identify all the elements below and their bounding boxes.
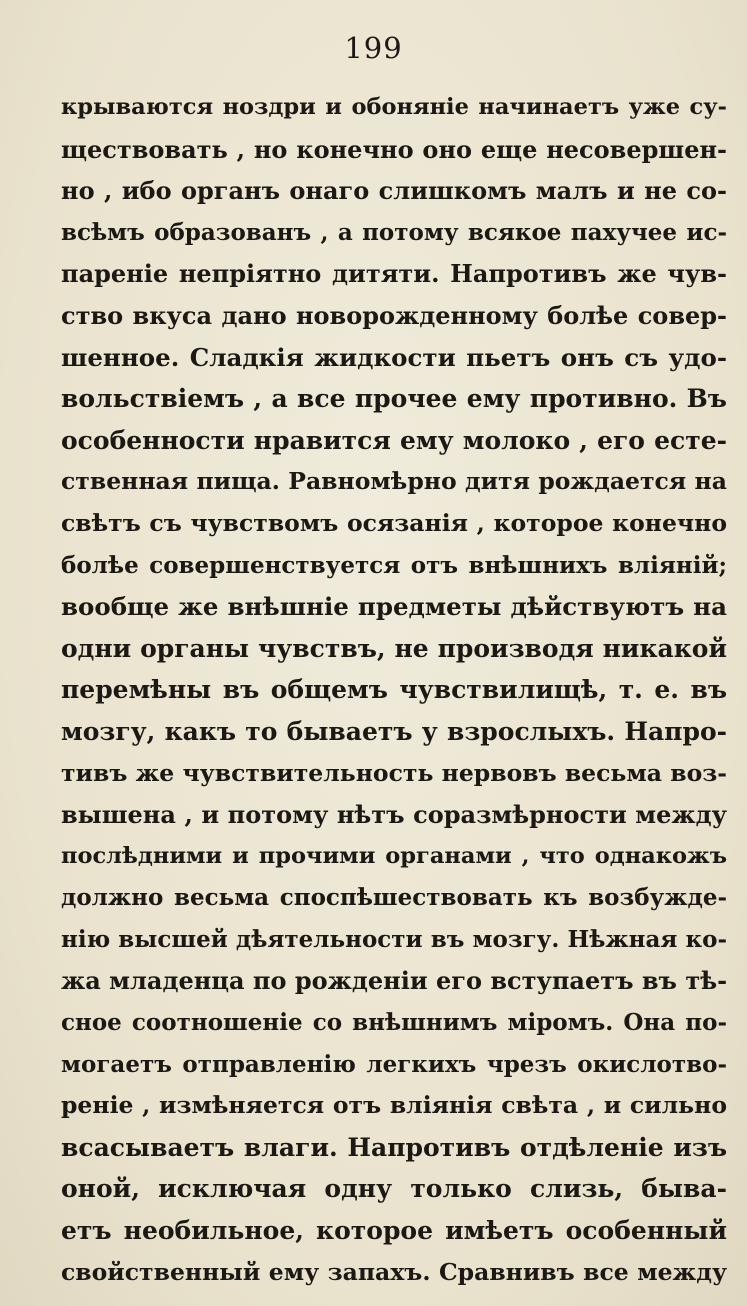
text-line: етъ необильное, которое имѣетъ особенный [61, 1216, 727, 1246]
text-line: мозгу, какъ то бываетъ у взрослыхъ. Напро- [61, 716, 727, 746]
text-line: сное соотношеніе со внѣшнимъ міромъ. Она по- [61, 1009, 727, 1037]
text-line: ство вкуса дано новорожденному болѣе совер- [61, 300, 727, 330]
page-number: 199 [344, 31, 403, 65]
text-line: могаетъ отправленію легкихъ чрезъ окислотво- [61, 1050, 727, 1078]
text-line: свѣтъ съ чувствомъ осязанія , которое конечно [61, 508, 727, 537]
text-line: но , ибо органъ онаго слишкомъ малъ и не со- [61, 176, 727, 206]
body-text [61, 87, 727, 1293]
text-line: вольствіемъ , а все прочее ему противно. Въ [61, 384, 727, 414]
text-line: нію высшей дѣятельности въ мозгу. Нѣжная ко- [61, 925, 727, 953]
text-line: всѣмъ образованъ , а потому всякое пахучее ис- [61, 218, 727, 246]
text-line: жа младенца по рожденіи его вступаетъ въ тѣ- [61, 966, 727, 996]
text-line: одни органы чувствъ, не производя никакой [61, 633, 727, 663]
text-line: ственная пища. Равномѣрно дитя рождается на [61, 467, 727, 496]
text-line: должно весьма споспѣшествовать къ возбужде- [61, 884, 727, 912]
text-line: оной, исключая одну только слизь, быва- [61, 1174, 727, 1204]
text-line: вышена , и потому нѣтъ соразмѣрности между [61, 800, 727, 830]
text-line: особенности нравится ему молоко , его есте- [61, 425, 727, 455]
text-line: болѣе совершенствуется отъ внѣшнихъ вліяній; [61, 551, 727, 579]
text-line: послѣдними и прочими органами , что однакожъ [61, 842, 727, 869]
text-line: крываются ноздри и обоняніе начинаетъ уже су- [61, 94, 727, 120]
text-line: всасываетъ влаги. Напротивъ отдѣленіе изъ [61, 1132, 727, 1162]
text-line: пареніе непріятно дитяти. Напротивъ же чув- [61, 259, 727, 289]
text-line: перемѣны въ общемъ чувствилищѣ, т. е. въ [61, 675, 727, 705]
text-line: реніе , измѣняется отъ вліянія свѣта , и сильно [61, 1091, 727, 1120]
text-line: свойственный ему запахъ. Сравнивъ все между [61, 1257, 727, 1286]
text-line: ществовать , но конечно оно еще несовершен- [61, 134, 727, 164]
text-line: вообще же внѣшніе предметы дѣйствуютъ на [61, 592, 727, 622]
text-line: тивъ же чувствительность нервовъ весьма воз- [61, 758, 727, 787]
text-line: шенное. Сладкія жидкости пьетъ онъ съ удо- [61, 342, 727, 372]
